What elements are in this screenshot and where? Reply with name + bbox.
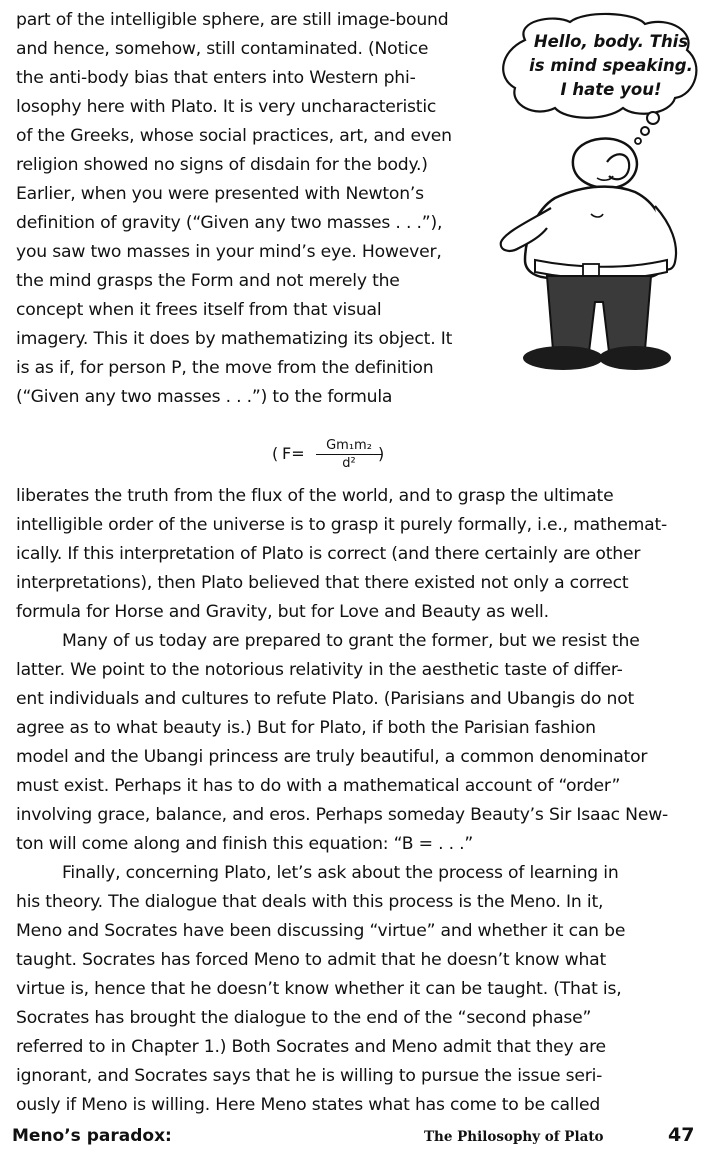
text-line: formula for Horse and Gravity, but for Love and Beauty as well. — [16, 602, 549, 622]
text-line: the mind grasps the Form and not merely the — [16, 271, 400, 291]
text-line: concept when it frees itself from that visual — [16, 300, 382, 320]
text-line: and hence, somehow, still contaminated. (Notice — [16, 39, 429, 59]
text-line: is as if, for person P, the move from the definition — [16, 358, 434, 378]
formula-denominator: d² — [342, 456, 356, 471]
text-line: Meno and Socrates have been discussing “virtue” and whether it can be — [16, 921, 626, 941]
figure-right-shoe — [599, 346, 671, 370]
text-line: Socrates has brought the dialogue to the end of the “second phase” — [16, 1008, 592, 1028]
text-line: intelligible order of the universe is to grasp it purely formally, i.e., mathemat- — [16, 515, 668, 535]
belt-buckle — [583, 264, 599, 276]
text-line: involving grace, balance, and eros. Perhaps someday Beauty’s Sir Isaac New- — [16, 805, 669, 825]
text-line: religion showed no signs of disdain for the body.) — [16, 155, 428, 175]
thought-bubble-small — [635, 138, 641, 144]
text-line: liberates the truth from the flux of the world, and to grasp the ultimate — [16, 486, 614, 506]
formula-fraction — [316, 438, 385, 471]
text-line: model and the Ubangi princess are truly beautiful, a common denominator — [16, 747, 648, 767]
figure-left-shoe — [523, 346, 603, 370]
text-line: definition of gravity (“Given any two masses . . .”), — [16, 213, 443, 233]
figure-trousers — [547, 276, 651, 352]
text-line: referred to in Chapter 1.) Both Socrates and Meno admit that they are — [16, 1037, 606, 1057]
formula-close-paren: ) — [378, 444, 385, 463]
menos-paradox-label: Meno’s paradox: — [12, 1126, 172, 1146]
formula-numerator: Gm₁m₂ — [316, 438, 382, 455]
text-line: ously if Meno is willing. Here Meno states what has come to be called — [16, 1095, 601, 1115]
thought-bubble-medium — [641, 127, 649, 135]
text-line: imagery. This it does by mathematizing its object. It — [16, 329, 453, 349]
text-line: taught. Socrates has forced Meno to admit that he doesn’t know what — [16, 950, 607, 970]
text-line: ent individuals and cultures to refute Plato. (Parisians and Ubangis do not — [16, 689, 635, 709]
text-line: of the Greeks, whose social practices, art, and even — [16, 126, 452, 146]
text-line: losophy here with Plato. It is very uncharacteristic — [16, 97, 437, 117]
speech-line: Hello, body. This — [533, 32, 689, 51]
speech-line: I hate you! — [560, 80, 662, 99]
gravity-formula — [272, 438, 392, 480]
text-line: latter. We point to the notorious relativity in the aesthetic taste of differ- — [16, 660, 623, 680]
formula-lhs: F= — [282, 444, 305, 463]
running-footer-title: The Philosophy of Plato — [424, 1129, 604, 1145]
text-line: agree as to what beauty is.) But for Plato, if both the Parisian fashion — [16, 718, 596, 738]
text-line: you saw two masses in your mind’s eye. However, — [16, 242, 442, 262]
text-line: the anti-body bias that enters into Western phi- — [16, 68, 416, 88]
text-line: (“Given any two masses . . .”) to the formula — [16, 387, 393, 407]
speech-line: is mind speaking. — [529, 56, 693, 75]
text-line: virtue is, hence that he doesn’t know whether it can be taught. (That is, — [16, 979, 622, 999]
speech-bubble-text — [527, 30, 695, 102]
text-line: must exist. Perhaps it has to do with a mathematical account of “order” — [16, 776, 621, 796]
text-line: Earlier, when you were presented with Newton’s — [16, 184, 424, 204]
text-line: ton will come along and finish this equation: “B = . . .” — [16, 834, 474, 854]
text-line: Finally, concerning Plato, let’s ask about the process of learning in — [62, 863, 619, 883]
thought-bubble-large — [647, 112, 659, 124]
page-number: 47 — [668, 1124, 695, 1146]
text-line: his theory. The dialogue that deals with this process is the Meno. In it, — [16, 892, 604, 912]
text-line: part of the intelligible sphere, are still image-bound — [16, 10, 449, 30]
text-line: ignorant, and Socrates says that he is willing to pursue the issue seri- — [16, 1066, 603, 1086]
figure-hand — [607, 154, 629, 179]
formula-open-paren: ( — [272, 444, 279, 463]
text-line: ically. If this interpretation of Plato is correct (and there certainly are other — [16, 544, 641, 564]
text-line: Many of us today are prepared to grant the former, but we resist the — [62, 631, 640, 651]
text-line: interpretations), then Plato believed that there existed not only a correct — [16, 573, 629, 593]
